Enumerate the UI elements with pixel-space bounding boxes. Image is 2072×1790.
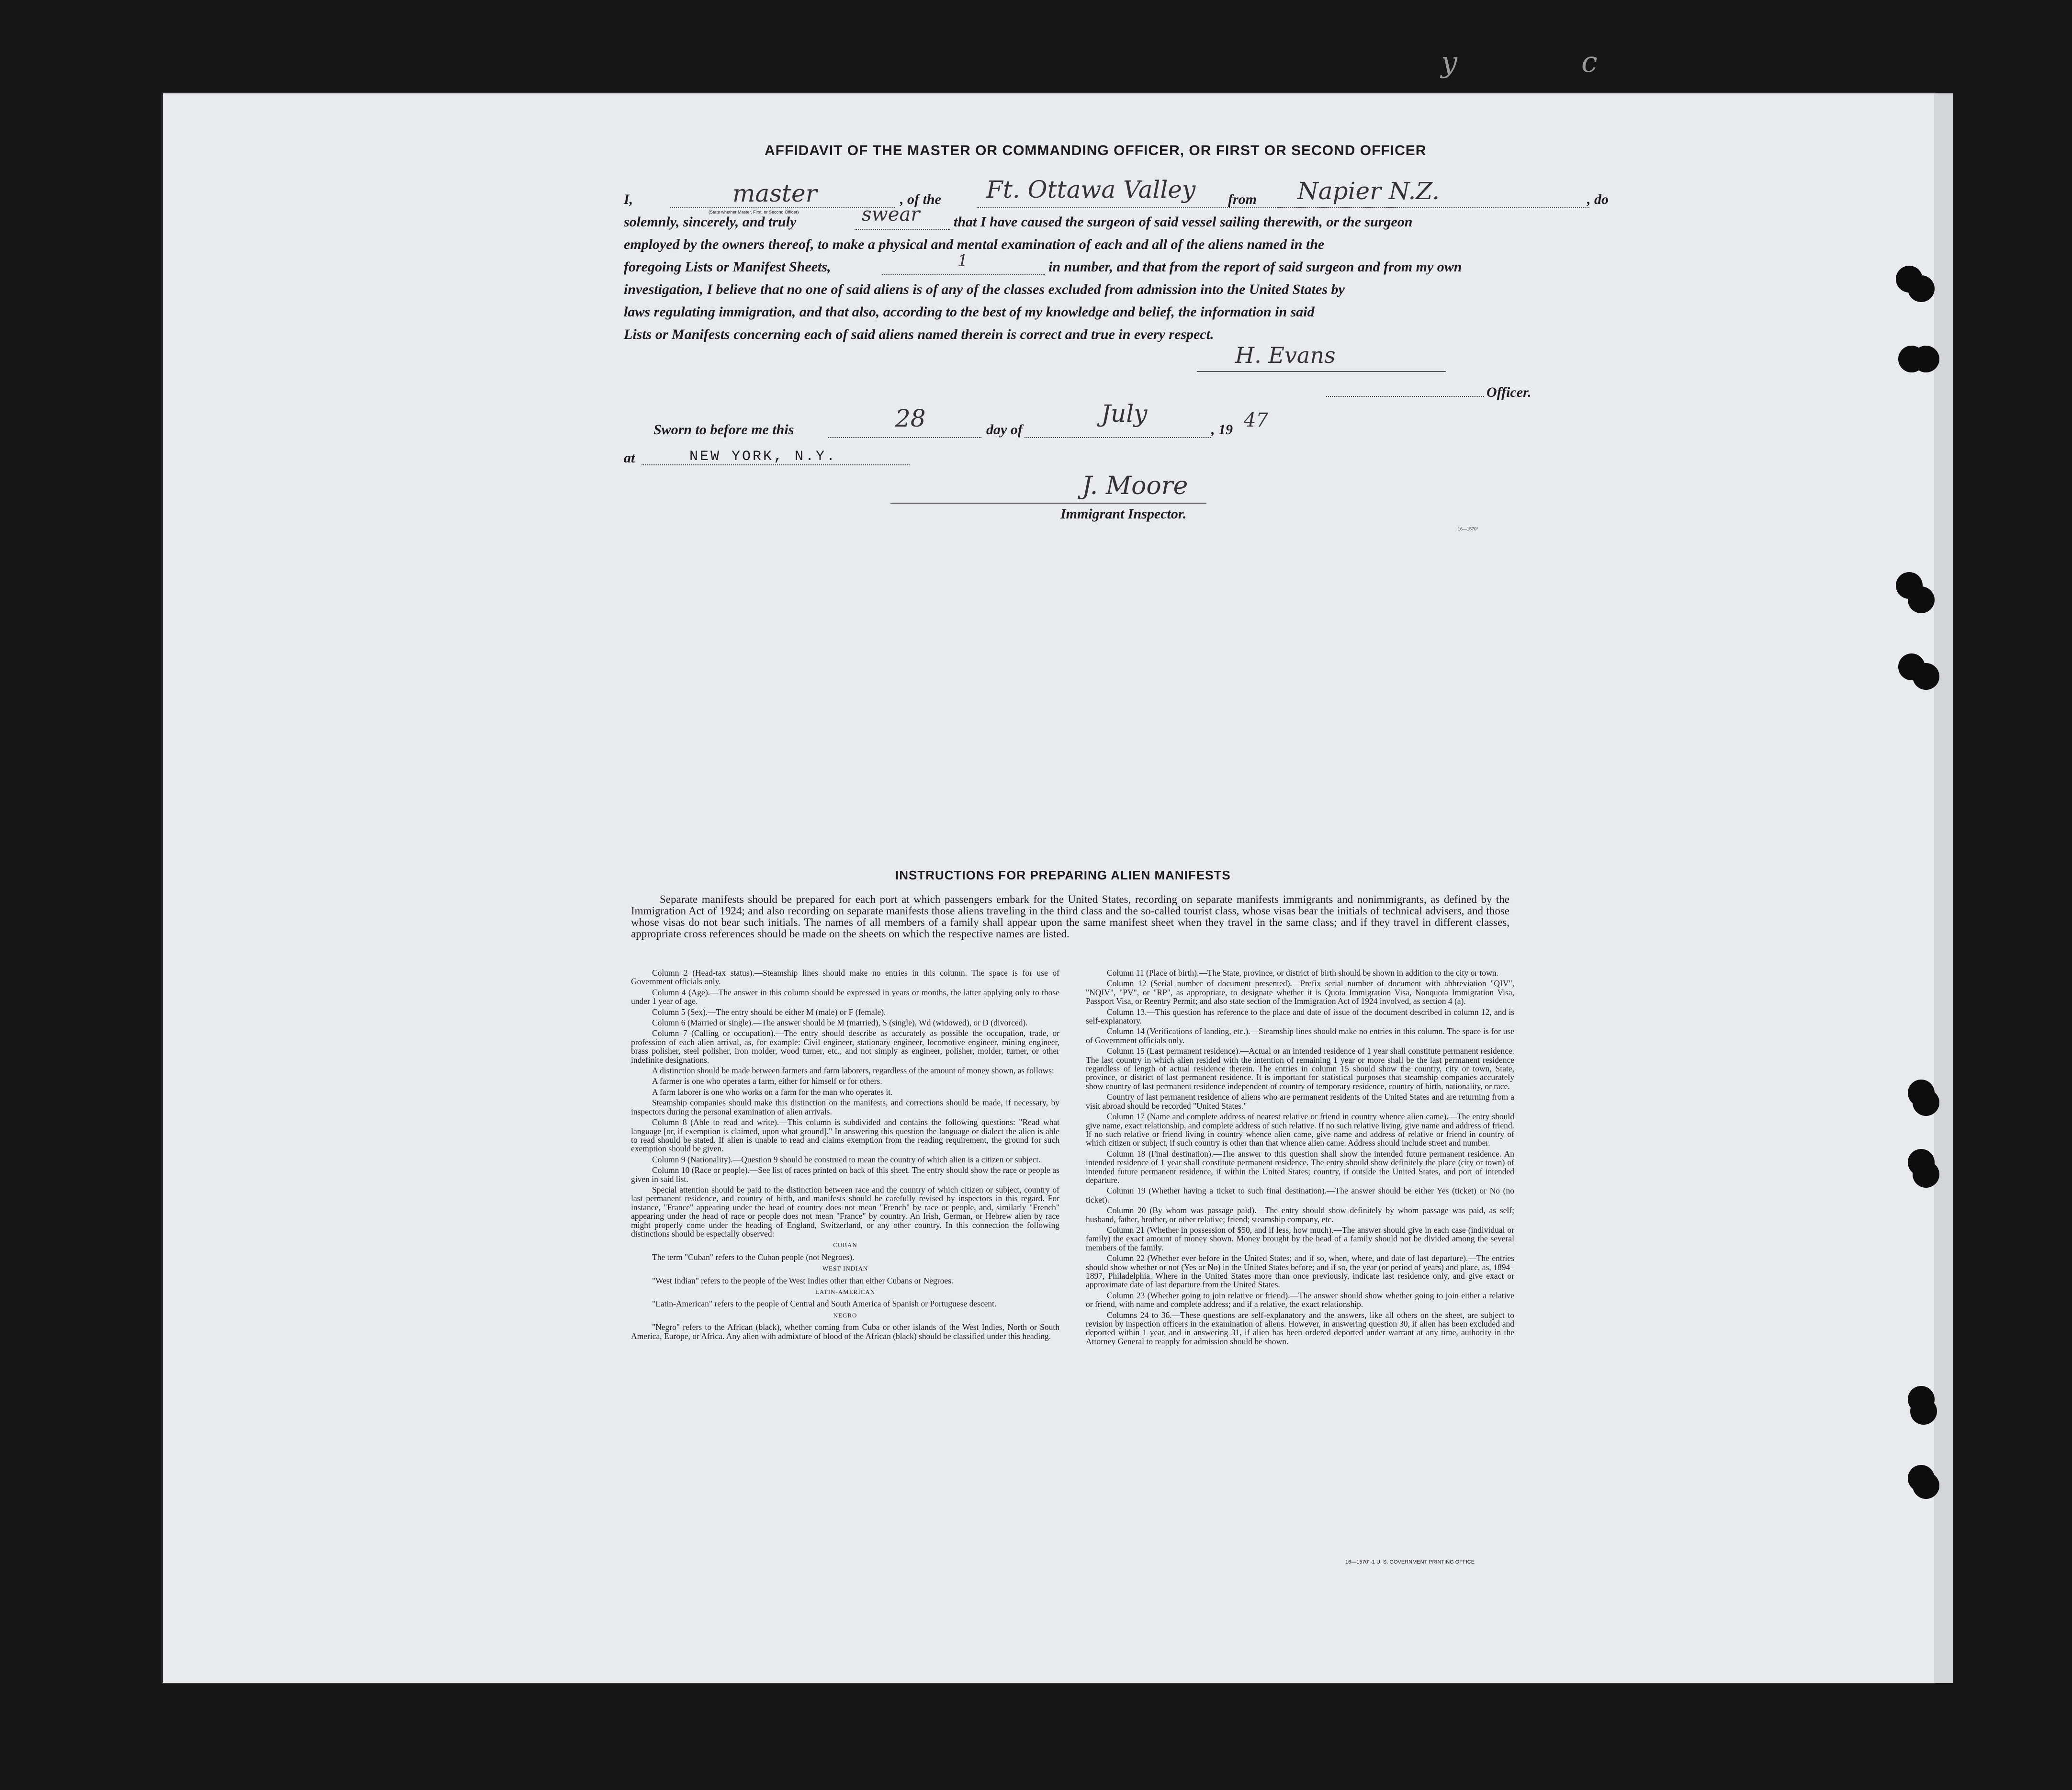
negro-heading: NEGRO <box>833 1311 857 1319</box>
sworn-label: Sworn to before me this <box>653 422 794 438</box>
right-paragraph: Column 22 (Whether ever before in the United States; and if so, when, where, and date of last departure).—The entries should show whether or not (Yes or No) in the United States before; and if so, the year (or period of years) and place, as, 1894–1897, Philadelphia. Where in the United States more than once previously, indicate last residence only, and give exact or approximate date of last departure from the United States. <box>1086 1253 1514 1290</box>
left-paragraph: Column 2 (Head-tax status).—Steamship lines should make no entries in this column. The space is for use of Government officials only. <box>631 968 1059 987</box>
right-paragraph: Column 11 (Place of birth).—The State, province, or district of birth should be shown in addition to the city or town. <box>1107 968 1498 978</box>
corner-marks: y c <box>1441 45 1655 79</box>
affidavit-line-7: Lists or Manifests concerning each of said aliens named therein is correct and true in every respect. <box>624 326 1214 342</box>
officer-dotted-line <box>1326 396 1484 397</box>
punch-hole <box>1913 1161 1939 1188</box>
latin-american-heading: LATIN-AMERICAN <box>815 1288 876 1295</box>
left-paragraph: Column 8 (Able to read and write).—This column is subdivided and contains the following questions: "Read what language [or, if exemption is claimed, upon what ground]." In answering this question the language or dialect the alien is able to read should be stated. If alien is unable to read and claims exemption from the reading requirement, the ground for such exemption should be given. <box>631 1117 1059 1154</box>
left-paragraph: Column 6 (Married or single).—The answer should be M (married), S (single), Wd (widowed), or D (divorced). <box>652 1018 1028 1028</box>
instructions-right-column <box>1086 968 1514 1348</box>
west-indian-heading: WEST INDIAN <box>822 1265 868 1272</box>
left-paragraph: Column 7 (Calling or occupation).—The entry should describe as accurately as possible the occupation, trade, or profession of each alien arrival, as, for example: Civil engineer, stationary engineer, locomotive engineer, mining engineer, brass polisher, steel polisher, iron molder, wood turner, etc., and not simply as engineer, polisher, molder, turner, or other indefinite designations. <box>631 1028 1059 1065</box>
inspector-label: Immigrant Inspector. <box>1060 506 1187 522</box>
officer-signature: H. Evans <box>1235 342 1336 368</box>
affidavit-line-4a: foregoing Lists or Manifest Sheets, <box>624 259 831 275</box>
left-paragraph: Special attention should be paid to the distinction between race and the country of which citizen or subject, country of last permanent residence, and country of birth, and manifests should be carefully revised by inspectors in this regard. For instance, "France" appearing under the head of country does not mean "French" by race or people, and, similarly "French" appearing under the head of race or people does not mean "France" by country. An Irish, German, or Hebrew alien by race might properly come under the heading of England, Switzerland, or any other country. In this connection the following distinctions should be especially observed: <box>631 1184 1059 1238</box>
punch-hole <box>1908 275 1935 302</box>
right-paragraph: Columns 24 to 36.—These questions are self-explanatory and the answers, like all others on the sheet, are subject to revision by inspection officers in the examination of aliens. However, in answering question 30, if alien has been excluded and deported within 1 year, and in answering 31, if alien has been ordered deported under warrant at any time, authority in the Attorney General to reapply for admission should be shown. <box>1086 1310 1514 1346</box>
punch-hole <box>1913 1089 1939 1116</box>
left-paragraph: Column 4 (Age).—The answer in this column should be expressed in years or months, the latter applying only to those under 1 year of age. <box>631 987 1059 1006</box>
of-the-label: , of the <box>900 191 941 207</box>
left-paragraph: Column 10 (Race or people).—See list of races printed on back of this sheet. The entry should show the race or people as given in said list. <box>631 1165 1059 1184</box>
month-line <box>1025 437 1211 438</box>
swear-line <box>855 229 950 230</box>
right-paragraph: Column 23 (Whether going to join relative or friend).—The answer should show whether going to join either a relative or friend, with name and complete address; and if a relative, the exact relationship. <box>1086 1290 1514 1309</box>
right-paragraph: Column 14 (Verifications of landing, etc.).—Steamship lines should make no entries in this column. The space is for use of Government officials only. <box>1086 1026 1514 1045</box>
do-label: , do <box>1587 191 1609 207</box>
punch-hole <box>1908 586 1935 613</box>
affidavit-line-2b: that I have caused the surgeon of said vessel sailing therewith, or the surgeon <box>954 214 1413 230</box>
affidavit-line-6: laws regulating immigration, and that also, according to the best of my knowledge and belief, the information in said <box>624 304 1315 320</box>
inspector-signature: J. Moore <box>1082 472 1188 500</box>
state-note: (State whether Master, First, or Second Officer) <box>709 210 799 214</box>
right-paragraph: Column 12 (Serial number of document presented).—Prefix serial number of document with abbreviation "QIV", "NQIV", "PV", or "RP", as appropriate, to designate whether it is Quota Immigration Visa, Nonquota Immigration Visa, Passport Visa, or Reentry Permit; and also state section of the Immigration Act of 1924 involved, as section 4 (a). <box>1086 979 1514 1006</box>
year-prefix: , 19 <box>1211 422 1233 438</box>
affidavit-title: AFFIDAVIT OF THE MASTER OR COMMANDING OFFICER, OR FIRST OR SECOND OFFICER <box>765 143 1427 158</box>
west-indian-text: "West Indian" refers to the people of the West Indies other than either Cubans or Negroes. <box>652 1275 954 1285</box>
officer-signature-line <box>1197 371 1446 372</box>
left-paragraph: Column 5 (Sex).—The entry should be either M (male) or F (female). <box>652 1007 886 1017</box>
right-paragraph: Column 15 (Last permanent residence).—Actual or an intended residence of 1 year shall constitute permanent residence. The last country in which alien resided with the intention of remaining 1 year or more shall be the last permanent residence regardless of length of actual residence therein. The entries in column 15 should show the country, city or town, State, province, or district of last permanent residence. It is important for statistical purposes that steamship companies accurately show country of last permanent residence independent of country of temporary residence, country of birth, nationality, or race. <box>1086 1046 1514 1091</box>
sheet-edge <box>1934 93 1953 1683</box>
place-stamp: NEW YORK, N.Y. <box>689 449 837 465</box>
handwritten-day: 28 <box>895 405 926 432</box>
right-paragraph: Column 13.—This question has reference to the place and date of issue of the document described in column 12, and is self-explanatory. <box>1086 1007 1514 1026</box>
inspector-signature-line <box>890 503 1206 504</box>
latin-american-text: "Latin-American" refers to the people of Central and South America of Spanish or Portuguese descent. <box>652 1299 997 1309</box>
day-of-label: day of <box>986 422 1023 438</box>
printing-office-footer: 16—1570°-1 U. S. GOVERNMENT PRINTING OFFICE <box>1345 1559 1475 1565</box>
left-paragraph: A distinction should be made between farmers and farm laborers, regardless of the amount of money shown, as follows: <box>652 1066 1054 1076</box>
right-paragraph: Column 17 (Name and complete address of nearest relative or friend in country whence alien came).—The entry should give name, exact relationship, and complete address of such relative. If no such relative living, give name and address of friend. If no such relative or friend living in country whence alien came, give name and address of relative or friend in country of which citizen or subject, if such country is other than that whence alien came. Address should include street and number. <box>1086 1112 1514 1148</box>
port-line <box>1278 207 1589 208</box>
cuban-text: The term "Cuban" refers to the Cuban people (not Negroes). <box>652 1252 855 1262</box>
punch-hole <box>1913 346 1939 372</box>
at-label: at <box>624 450 635 466</box>
right-paragraph: Column 20 (By whom was passage paid).—The entry should show definitely by whom passage was paid, as self; husband, father, brother, or other relative; friend; steamship company, etc. <box>1086 1205 1514 1224</box>
affidavit-line-3: employed by the owners thereof, to make a physical and mental examination of each and all of the aliens named in the <box>624 236 1325 252</box>
punch-hole <box>1913 1472 1939 1499</box>
handwritten-port: Napier N.Z. <box>1297 177 1440 205</box>
handwritten-month: July <box>1101 400 1148 428</box>
affidavit-line-5: investigation, I believe that no one of said aliens is of any of the classes excluded from admission into the United States by <box>624 281 1345 297</box>
sheets-line <box>882 274 1045 275</box>
affidavit-line-4b: in number, and that from the report of said surgeon and from my own <box>1048 259 1462 275</box>
punch-hole <box>1913 663 1939 690</box>
handwritten-swear: swear <box>862 203 920 225</box>
right-paragraph: Country of last permanent residence of aliens who are permanent residents of the United States and are returning from a visit abroad should be recorded "United States." <box>1086 1092 1514 1111</box>
right-paragraph: Column 21 (Whether in possession of $50, and if less, how much).—The answer should give in each case (individual or family) the exact amount of money shown. Money brought by the head of a family should not be divided among the several members of the family. <box>1086 1225 1514 1252</box>
day-line <box>828 437 981 438</box>
right-paragraph: Column 18 (Final destination).—The answer to this question shall show the intended future permanent residence. An intended residence of 1 year shall constitute permanent residence. The entry should show definitely the place (city or town) of intended future permanent residence, if within the United States; country, if outside the United States, and port of intended departure. <box>1086 1148 1514 1185</box>
affidavit-line-2a: solemnly, sincerely, and truly <box>624 214 797 230</box>
punch-hole <box>1910 1398 1937 1425</box>
handwritten-rank: master <box>732 180 817 207</box>
instructions-title: INSTRUCTIONS FOR PREPARING ALIEN MANIFESTS <box>895 868 1231 882</box>
handwritten-vessel: Ft. Ottawa Valley <box>986 176 1196 203</box>
document-sheet <box>163 93 1934 1683</box>
form-code: 16—1570° <box>1458 527 1478 531</box>
left-paragraph: A farmer is one who operates a farm, either for himself or for others. <box>652 1076 882 1086</box>
instructions-left-column <box>631 968 1059 1342</box>
left-paragraph: Column 9 (Nationality).—Question 9 should be construed to mean the country of which alien is a citizen or subject. <box>652 1154 1041 1164</box>
left-paragraph: Steamship companies should make this distinction on the manifests, and corrections should be made, if necessary, by inspectors during the personal examination of alien arrivals. <box>631 1098 1059 1116</box>
negro-text: "Negro" refers to the African (black), whether coming from Cuba or other islands of the West Indies, North or South America, Europe, or Africa. Any alien with admixture of blood of the African (black) should be classified under this heading. <box>631 1322 1059 1341</box>
cuban-heading: CUBAN <box>833 1241 857 1249</box>
left-paragraph: A farm laborer is one who works on a farm for the man who operates it. <box>652 1087 893 1097</box>
from-label: from <box>1228 191 1257 207</box>
officer-label: Officer. <box>1486 384 1531 400</box>
right-paragraph: Column 19 (Whether having a ticket to such final destination).—The answer should be either Yes (ticket) or No (no ticket). <box>1086 1186 1514 1205</box>
instructions-intro: Separate manifests should be prepared for each port at which passengers embark for the United States, recording on separate manifests immigrants and nonimmigrants, as defined by the Immigration Act of 1924; and also recording on separate manifests those aliens traveling in the third class and the so-called tourist class, whose visas bear the initials of technical advisers, and those whose visas do not bear such initials. The names of all members of a family shall appear upon the same manifest sheet when they travel in the same class; and if they travel in different classes, appropriate cross references should be made on the sheets on which the respective names are listed. <box>631 893 1509 940</box>
i-label: I, <box>624 191 633 207</box>
handwritten-year: 47 <box>1244 409 1268 431</box>
handwritten-sheets: 1 <box>957 251 968 270</box>
